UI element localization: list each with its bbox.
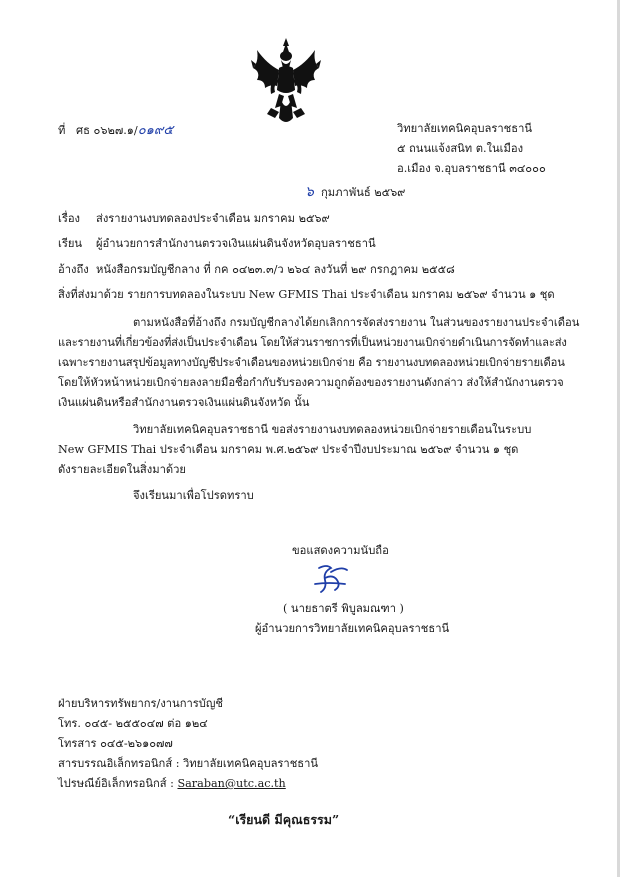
signer-name: ( นายธาตรี พิบูลมณฑา )	[283, 602, 404, 615]
subject-text: ส่งรายงานงบทดลองประจำเดือน มกราคม ๒๕๖๙	[96, 212, 330, 225]
para1-line3: เฉพาะรายงานสรุปข้อมูลทางบัญชีประจำเดือนของหน่วยเบิกจ่าย คือ รายงานงบทดลองหน่วยเบิกจ่ายรายเดือน	[58, 356, 565, 369]
footer-email-link[interactable]: Saraban@utc.ac.th	[177, 777, 286, 790]
para1-line1: ตามหนังสือที่อ้างถึง กรมบัญชีกลางได้ยกเลิกการจัดส่งรายงาน ในส่วนของรายงานประจำเดือน	[133, 316, 580, 329]
closing-text: ขอแสดงความนับถือ	[292, 544, 389, 557]
para1-line4: โดยให้หัวหน้าหน่วยเบิกจ่ายลงลายมือชื่อกำกับรับรองความถูกต้องของรายงานดังกล่าว ส่งให้สำนักงานตรวจ	[58, 376, 564, 389]
date-day-handwritten: ๖	[305, 184, 314, 200]
para1-line5: เงินแผ่นดินหรือสำนักงานตรวจเงินแผ่นดินจังหวัด นั้น	[58, 396, 310, 409]
sender-address-line1: ๕ ถนนแจ้งสนิท ต.ในเมือง	[397, 142, 524, 155]
para1-line2: และรายงานที่เกี่ยวข้องที่ส่งเป็นประจำเดือน โดยให้ส่วนราชการที่เป็นหน่วยงานเบิกจ่ายดำเนินการจัดทำและส่ง	[58, 336, 567, 349]
reference-text: หนังสือกรมบัญชีกลาง ที่ กค ๐๔๒๓.๓/ว ๒๖๔ ลงวันที่ ๒๙ กรกฎาคม ๒๕๕๘	[96, 263, 455, 276]
date-month-year: กุมภาพันธ์ ๒๕๖๙	[321, 186, 406, 199]
enclosure-text: สิ่งที่ส่งมาด้วย รายการบทดลองในระบบ New GFMIS Thai ประจำเดือน มกราคม ๒๕๖๙ จำนวน ๑ ชุด	[58, 288, 555, 301]
doc-number	[58, 119, 173, 140]
garuda-emblem-icon	[251, 38, 321, 126]
motto: “เรียนดี มีคุณธรรม”	[228, 812, 340, 827]
recipient-label: เรียน	[58, 237, 83, 250]
signer-title: ผู้อำนวยการวิทยาลัยเทคนิคอุบลราชธานี	[255, 622, 450, 635]
para2-line2: New GFMIS Thai ประจำเดือน มกราคม พ.ศ.๒๕๖๙ ประจำปีงบประมาณ ๒๕๖๙ จำนวน ๑ ชุด	[58, 443, 519, 456]
footer-e-document: สารบรรณอิเล็กทรอนิกส์ : วิทยาลัยเทคนิคอุบลราชธานี	[58, 757, 319, 770]
para2-line1: วิทยาลัยเทคนิคอุบลราชธานี ขอส่งรายงานงบทดลองหน่วยเบิกจ่ายรายเดือนในระบบ	[133, 423, 532, 436]
footer-email	[58, 774, 286, 792]
letter-date	[305, 181, 405, 203]
para2-line3: ดังรายละเอียดในสิ่งมาด้วย	[58, 463, 186, 476]
handwritten-signature-icon	[311, 562, 351, 596]
sender-address-line2: อ.เมือง จ.อุบลราชธานี ๓๔๐๐๐	[397, 162, 546, 175]
doc-number-value: ศธ ๐๖๒๗.๑/	[76, 124, 138, 137]
sender-name: วิทยาลัยเทคนิคอุบลราชธานี	[397, 122, 533, 135]
footer-telephone: โทร. ๐๔๕- ๒๕๕๐๔๗ ต่อ ๑๒๔	[58, 717, 208, 730]
footer-fax: โทรสาร ๐๔๕-๒๖๑๐๗๗	[58, 737, 173, 750]
recipient-text: ผู้อำนวยการสำนักงานตรวจเงินแผ่นดินจังหวัดอุบลราชธานี	[96, 237, 376, 250]
footer-email-label: ไปรษณีย์อิเล็กทรอนิกส์ :	[58, 777, 174, 790]
reference-label: อ้างถึง	[58, 263, 89, 276]
para3-text: จึงเรียนมาเพื่อโปรดทราบ	[133, 489, 254, 502]
doc-number-handwritten: ๐๑๙๕	[137, 123, 174, 138]
footer-department: ฝ่ายบริหารทรัพยากร/งานการบัญชี	[58, 697, 223, 710]
doc-number-label: ที่	[58, 124, 66, 137]
subject-label: เรื่อง	[58, 212, 81, 225]
